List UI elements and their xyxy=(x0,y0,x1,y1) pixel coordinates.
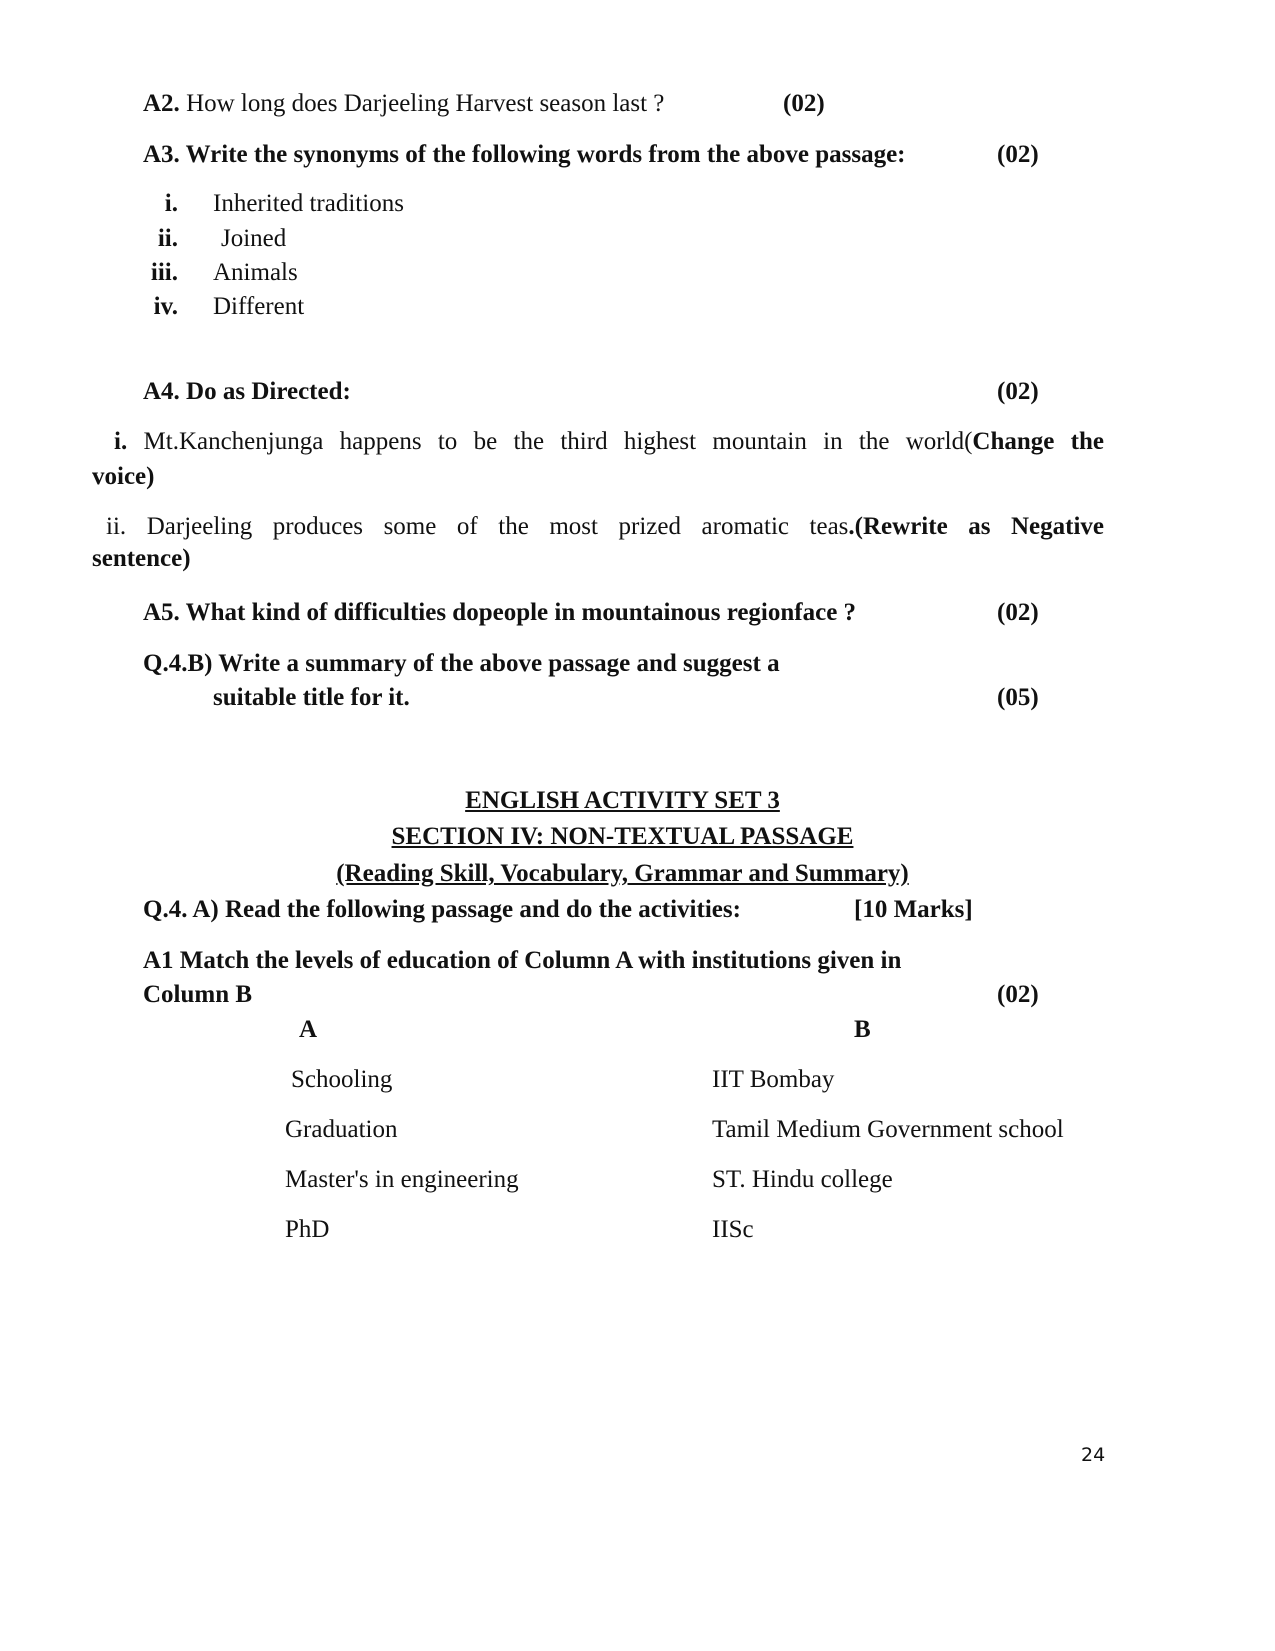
column-a-item: Graduation xyxy=(285,1116,398,1143)
question-a5-marks: (02) xyxy=(997,599,1039,626)
column-b-header: B xyxy=(854,1016,871,1043)
question-a1: A1 Match the levels of education of Column A with institutions given in xyxy=(143,947,902,974)
section-title: ENGLISH ACTIVITY SET 3 xyxy=(465,787,780,814)
directed-item-1-text: Mt.Kanchenjunga happens to be the third highest mountain in the world( xyxy=(143,428,973,455)
column-a-item: PhD xyxy=(285,1216,330,1243)
column-a-item: Master's in engineering xyxy=(285,1166,519,1193)
question-q4b: Q.4.B) Write a summary of the above passage and suggest a xyxy=(143,650,780,677)
list-item: Animals xyxy=(213,259,298,286)
directed-item-1 xyxy=(92,427,1104,457)
list-item: Inherited traditions xyxy=(213,190,404,217)
column-b-item: Tamil Medium Government school xyxy=(712,1116,1064,1143)
question-a4: A4. Do as Directed: xyxy=(143,378,351,405)
section-subtitle: SECTION IV: NON-TEXTUAL PASSAGE xyxy=(391,823,854,850)
question-a3-marks: (02) xyxy=(997,141,1039,168)
directed-item-1-instruction: Change the xyxy=(972,428,1104,455)
question-a2 xyxy=(143,89,664,119)
directed-item-1-number: i. xyxy=(114,428,128,455)
directed-item-2 xyxy=(92,512,1104,542)
directed-item-2-number: ii. xyxy=(106,513,127,540)
column-b-item: ST. Hindu college xyxy=(712,1166,893,1193)
directed-item-2-instruction: .(Rewrite as Negative xyxy=(848,513,1105,540)
column-b-item: IISc xyxy=(712,1216,754,1243)
directed-item-1-instruction-cont: voice) xyxy=(92,463,155,490)
list-item-number: iii. xyxy=(150,259,178,286)
question-a2-marks: (02) xyxy=(783,90,825,117)
question-q4b-cont: suitable title for it. xyxy=(213,684,410,711)
directed-item-2-text: Darjeeling produces some of the most prized aromatic teas xyxy=(146,513,849,540)
question-a2-text: How long does Darjeeling Harvest season last ? xyxy=(186,90,665,117)
question-q4b-marks: (05) xyxy=(997,684,1039,711)
section-skills: (Reading Skill, Vocabulary, Grammar and Summary) xyxy=(336,860,909,887)
question-a4-marks: (02) xyxy=(997,378,1039,405)
column-b-item: IIT Bombay xyxy=(712,1066,835,1093)
question-a5: A5. What kind of difficulties dopeople in mountainous regionface ? xyxy=(143,599,857,626)
question-a1-marks: (02) xyxy=(997,981,1039,1008)
column-a-item: Schooling xyxy=(291,1066,393,1093)
page-number: 24 xyxy=(1081,1444,1106,1466)
column-a-header: A xyxy=(299,1016,318,1043)
list-item: Different xyxy=(213,293,305,320)
question-a2-label: A2. xyxy=(143,90,180,117)
directed-item-2-instruction-cont: sentence) xyxy=(92,545,191,572)
question-a1-cont: Column B xyxy=(143,981,253,1008)
question-q4a-marks: [10 Marks] xyxy=(854,896,973,923)
question-q4a: Q.4. A) Read the following passage and do the activities: xyxy=(143,896,741,923)
list-item-number: i. xyxy=(164,190,178,217)
list-item: Joined xyxy=(221,225,287,252)
list-item-number: ii. xyxy=(157,225,178,252)
list-item-number: iv. xyxy=(153,293,178,320)
question-a3: A3. Write the synonyms of the following words from the above passage: xyxy=(143,141,906,168)
